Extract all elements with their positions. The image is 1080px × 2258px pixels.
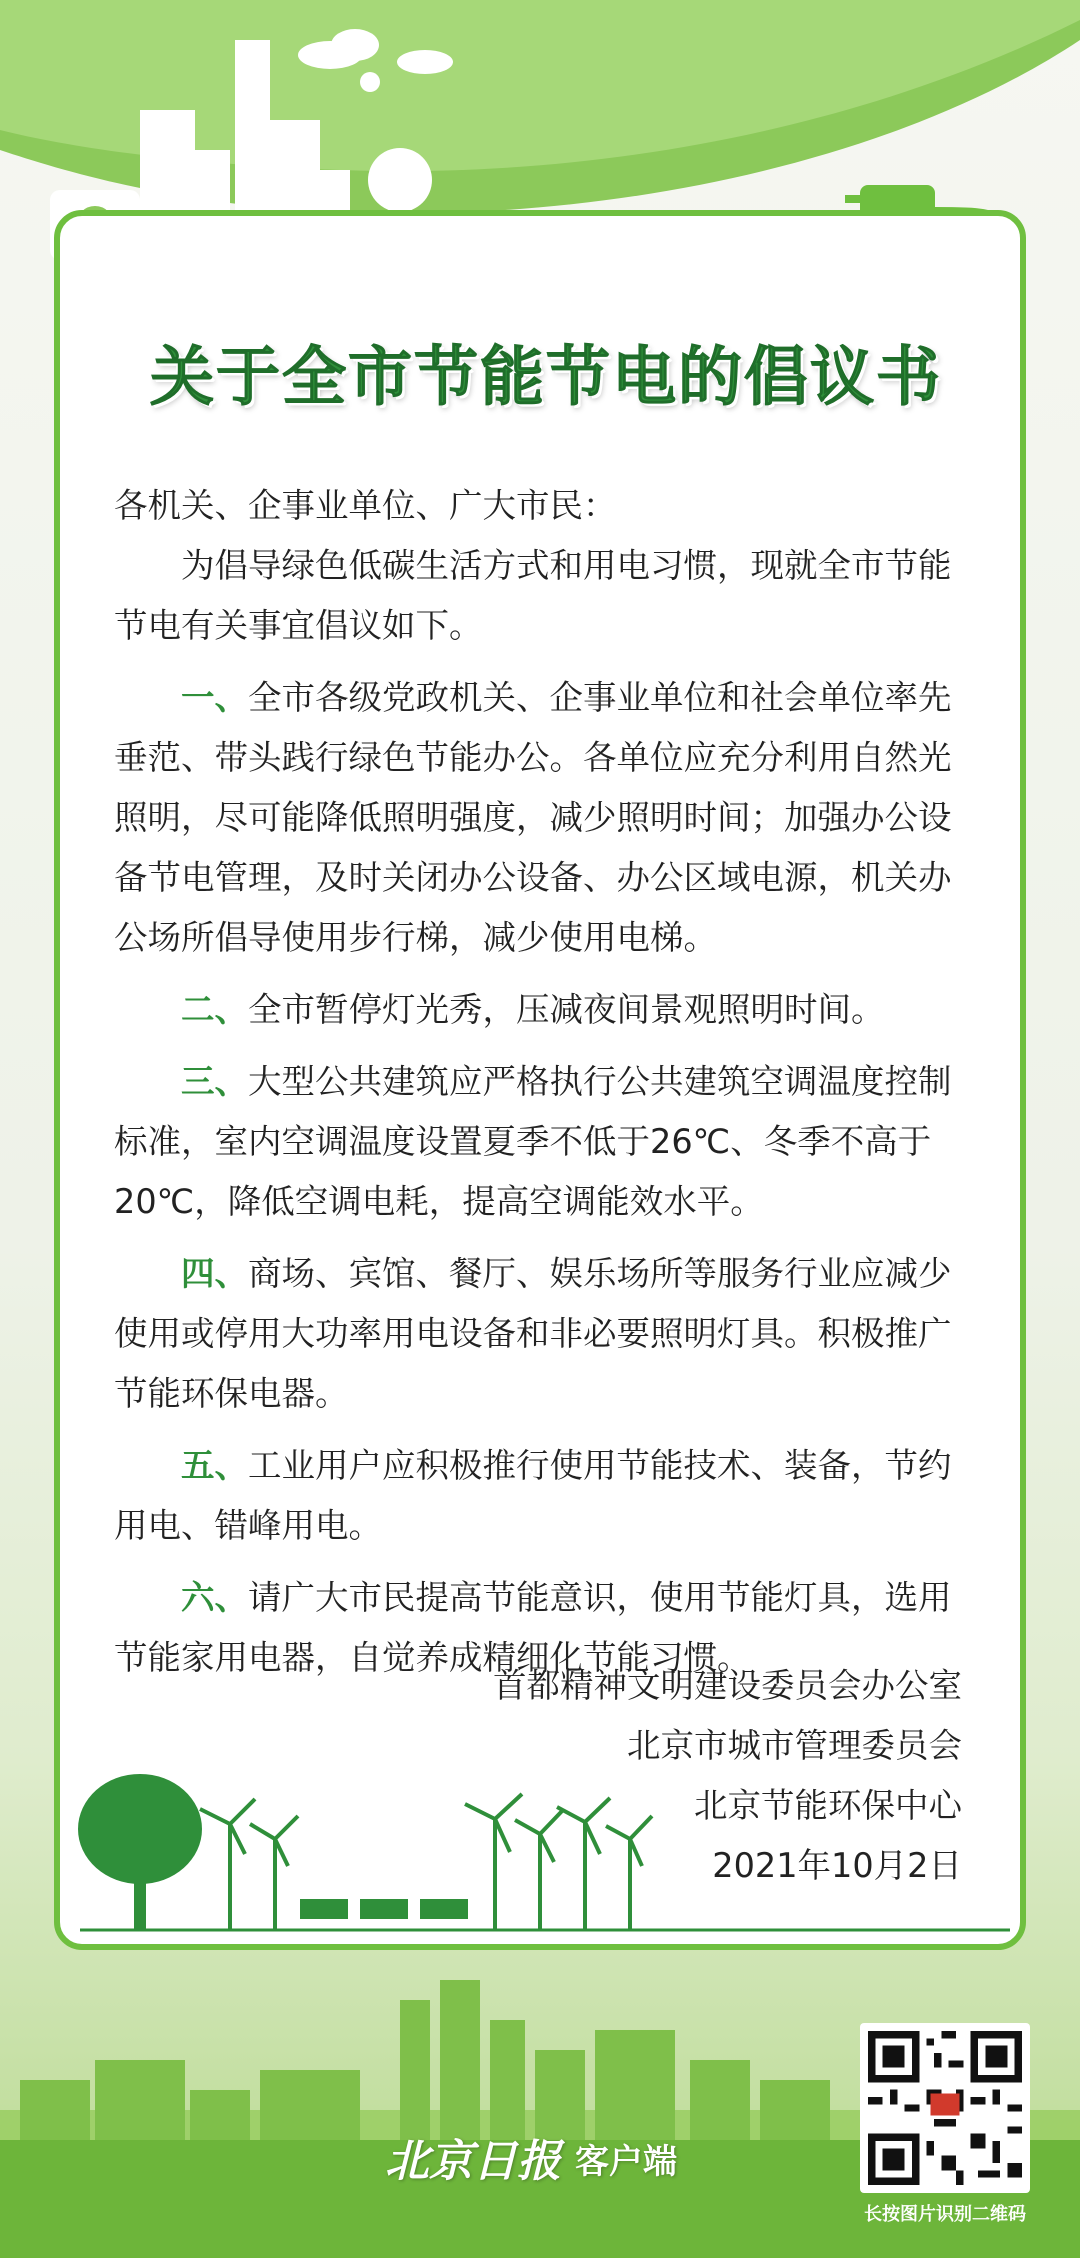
item-number: 一、: [181, 678, 248, 717]
signatory: 北京节能环保中心: [694, 1786, 962, 1825]
item-text: 大型公共建筑应严格执行公共建筑空调温度控制标准，室内空调温度设置夏季不低于26℃、冬季不高于20℃，降低空调电耗，提高空调能效水平。: [114, 1062, 952, 1221]
salutation: 各机关、企事业单位、广大市民：: [114, 486, 617, 525]
item-3: [114, 1052, 980, 1232]
item-number: 六、: [181, 1578, 248, 1617]
item-text: 请广大市民提高节能意识，使用节能灯具，选用节能家用电器，自觉养成精细化节能习惯。: [114, 1578, 952, 1677]
wind-turbine-decoration: [60, 1744, 1032, 1944]
item-text: 全市各级党政机关、企事业单位和社会单位率先垂范、带头践行绿色节能办公。各单位应充分利用自然光照明，尽可能降低照明强度，减少照明时间；加强办公设备节电管理，及时关闭办公设备、办公区域电源，机关办公场所倡导使用步行梯，减少使用电梯。: [114, 678, 952, 957]
item-1: [114, 668, 980, 968]
item-4: [114, 1244, 980, 1424]
signature-date: 2021年10月2日: [712, 1846, 962, 1885]
logo-suffix: 客户端: [575, 2142, 677, 2182]
item-number: 三、: [181, 1062, 248, 1101]
signatory: 首都精神文明建设委员会办公室: [493, 1666, 962, 1705]
intro-paragraph: 为倡导绿色低碳生活方式和用电习惯，现就全市节能节电有关事宜倡议如下。: [114, 546, 952, 645]
item-number: 四、: [181, 1254, 248, 1293]
item-text: 工业用户应积极推行使用节能技术、装备，节约用电、错峰用电。: [114, 1446, 952, 1545]
qr-code[interactable]: [860, 2023, 1030, 2193]
proposal-body: [114, 476, 980, 1688]
item-number: 五、: [181, 1446, 248, 1485]
signatory: 北京市城市管理委员会: [627, 1726, 962, 1765]
page-title: 关于全市节能节电的倡议书: [150, 341, 942, 415]
item-text: 全市暂停灯光秀，压减夜间景观照明时间。: [248, 990, 885, 1029]
item-2: [114, 980, 980, 1040]
qr-code-icon: [868, 2031, 1022, 2185]
item-number: 二、: [181, 990, 248, 1029]
newspaper-logo: 北京日报: [385, 2136, 561, 2187]
item-text: 商场、宾馆、餐厅、娱乐场所等服务行业应减少使用或停用大功率用电设备和非必要照明灯具。积极推广节能环保电器。: [114, 1254, 952, 1413]
proposal-card: [54, 210, 1026, 1950]
qr-caption: 长按图片识别二维码: [864, 2204, 1026, 2225]
item-5: [114, 1436, 980, 1556]
